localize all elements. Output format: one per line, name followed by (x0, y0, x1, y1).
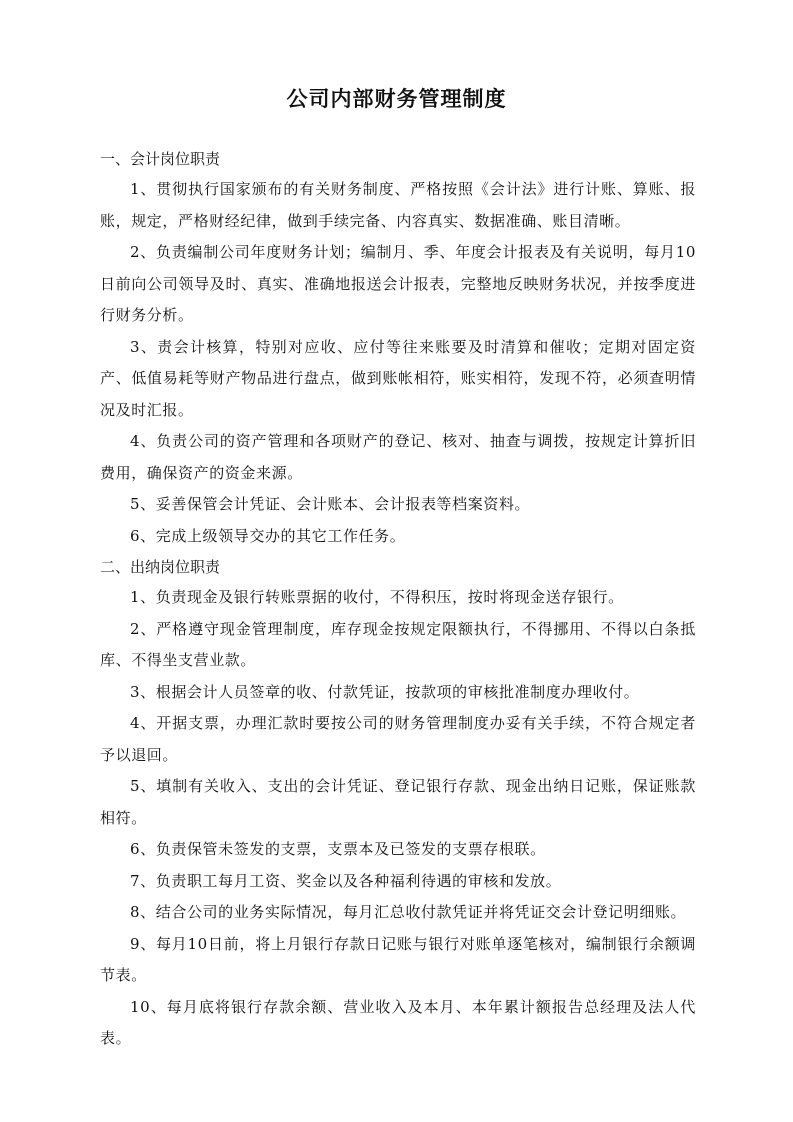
document-body (100, 144, 696, 1055)
list-item: 3、责会计核算，特别对应收、应付等往来账要及时清算和催收；定期对固定资产、低值易耗等财产物品进行盘点，做到账帐相符，账实相符，发现不符，必须查明情况及时汇报。 (100, 337, 696, 419)
list-item: 5、填制有关收入、支出的会计凭证、登记银行存款、现金出纳日记账，保证账款相符。 (100, 777, 696, 827)
list-item: 1、贯彻执行国家颁布的有关财务制度、严格按照《会计法》进行计账、算账、报账，规定，严格财经纪律，做到手续完备、内容真实、数据准确、账目清晰。 (100, 180, 696, 230)
list-item: 6、完成上级领导交办的其它工作任务。 (130, 526, 406, 545)
list-item: 2、负责编制公司年度财务计划；编制月、季、年度会计报表及有关说明，每月10日前向公司领导及时、真实、准确地报送会计报表，完整地反映财务状况，并按季度进行财务分析。 (100, 243, 696, 324)
section-heading: 二、出纳岗位职责 (100, 558, 221, 576)
list-item: 4、负责公司的资产管理和各项财产的登记、核对、抽查与调拨，按规定计算折旧费用，确保资产的资金来源。 (100, 432, 696, 482)
list-item: 7、负责职工每月工资、奖金以及各种福利待遇的审核和发放。 (130, 871, 562, 890)
list-item: 6、负责保管未签发的支票，支票本及已签发的支票存根联。 (130, 840, 546, 858)
list-item: 5、妥善保管会计凭证、会计账本、会计报表等档案资料。 (130, 495, 531, 513)
list-item: 8、结合公司的业务实际情况，每月汇总收付款凭证并将凭证交会计登记明细账。 (130, 903, 687, 921)
section-accounting (100, 144, 696, 552)
document-title: 公司内部财务管理制度 (286, 86, 507, 111)
list-item: 10、每月底将银行存款余额、营业收入及本月、本年累计额报告总经理及法人代表。 (100, 997, 696, 1047)
section-cashier (100, 552, 696, 1055)
list-item: 4、开据支票，办理汇款时要按公司的财务管理制度办妥有关手续，不符合规定者予以退回。 (100, 714, 696, 764)
section-heading: 一、会计岗位职责 (100, 150, 221, 168)
list-item: 3、根据会计人员签章的收、付款凭证，按款项的审核批准制度办理收付。 (130, 682, 640, 701)
list-item: 2、严格遵守现金管理制度，库存现金按规定限额执行，不得挪用、不得以白条抵库、不得坐支营业款。 (100, 619, 696, 669)
list-item: 9、每月10日前，将上月银行存款日记账与银行对账单逐笔核对，编制银行余额调节表。 (100, 934, 696, 984)
list-item: 1、负责现金及银行转账票据的收付，不得积压，按时将现金送存银行。 (130, 588, 624, 606)
